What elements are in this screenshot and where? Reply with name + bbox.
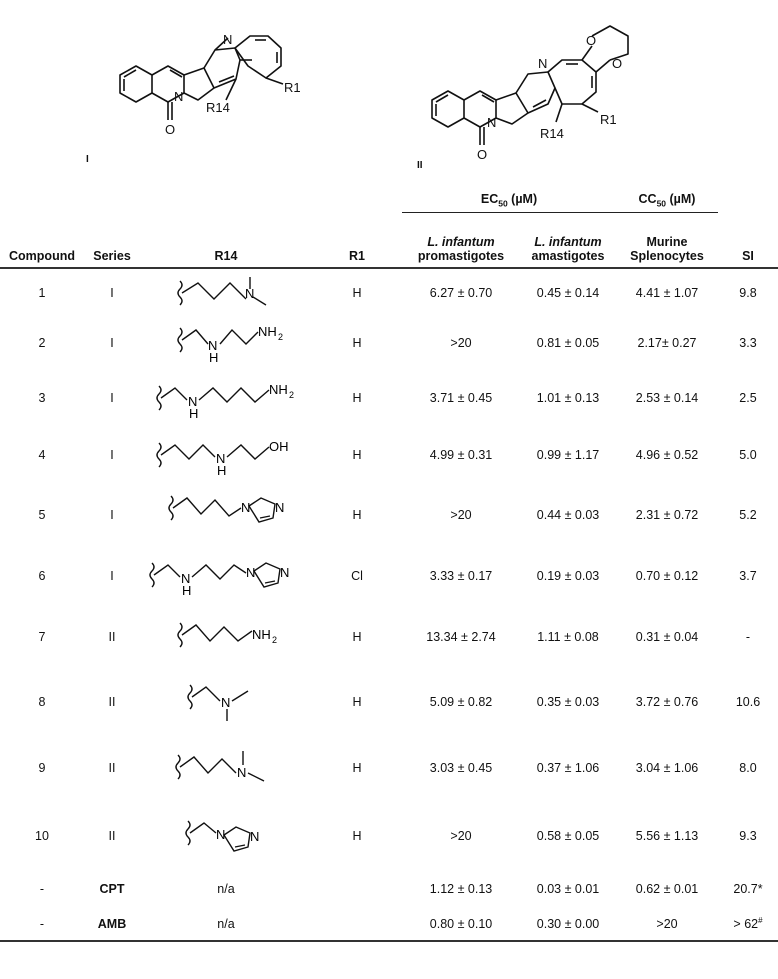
svg-text:H: H [182, 582, 192, 598]
scaffold-i-r1-label: R1 [284, 80, 301, 95]
r14-structure-6 [140, 546, 312, 605]
svg-text:2: 2 [278, 332, 284, 342]
r14-structure-1 [140, 268, 312, 317]
r14-structure-3 [140, 369, 312, 426]
cc50-group-header: $CC_{50}$ (µM) [616, 188, 718, 213]
activity-table [0, 188, 778, 942]
svg-text:N: N [188, 393, 198, 409]
scaffold-i-atom-o: O [165, 122, 176, 137]
table-row: 3 I N H NH 2 H 3.71 ± 0.45 1.01 ± 0.13 2.53 ± 0.14 2.5 [0, 369, 778, 426]
scaffold-i-atom-n2: N [174, 89, 184, 104]
svg-text:N: N [250, 829, 260, 844]
table-row: 7 II NH 2 H 13.34 ± 2.74 1.11 ± 0.08 0.31 ± 0.04 - [0, 605, 778, 669]
svg-text:N: N [237, 765, 247, 780]
r14-structure-7 [140, 605, 312, 669]
r14-structure-9 [140, 735, 312, 801]
svg-text:N: N [181, 570, 191, 586]
ec50-group-header: $EC_{50}$ (µM) [402, 188, 616, 213]
svg-text:H: H [217, 463, 227, 477]
col-si: SI [718, 213, 778, 269]
svg-text:2: 2 [272, 635, 278, 645]
table-row: 9 II N H 3.03 ± 0.45 0.37 ± 1.06 3.04 ± 1.06 8.0 [0, 735, 778, 801]
table-row: 10 II N N H >20 0.58 ± 0.05 5.56 ± 1.13 9.3 [0, 801, 778, 871]
scaffold-ii-atom-o2: O [586, 33, 597, 48]
table-row: 8 II N H 5.09 ± 0.82 0.35 ± 0.03 3.72 ± 0.76 10.6 [0, 669, 778, 735]
scaffold-i-r14-label: R14 [206, 100, 230, 115]
svg-text:H: H [209, 350, 219, 364]
r14-structure-8 [140, 669, 312, 735]
r14-structure-5 [140, 484, 312, 546]
scaffold-ii-atom-o3: O [612, 56, 623, 71]
svg-text:N: N [221, 695, 231, 710]
svg-text:H: H [189, 405, 199, 420]
r14-structure-10 [140, 801, 312, 871]
table-row: - AMB n/a 0.80 ± 0.10 0.30 ± 0.00 >20 > 62# [0, 907, 778, 941]
scaffold-structures [0, 0, 778, 185]
col-r14: R14 [140, 213, 312, 269]
col-compound: Compound [0, 213, 84, 269]
scaffold-ii-r1-label: R1 [600, 112, 617, 127]
scaffold-i-label: I [86, 154, 89, 165]
r14-structure-2 [140, 317, 312, 369]
svg-text:N: N [280, 564, 290, 580]
table-row: 1 I N H 6.27 ± 0.70 0.45 ± 0.14 4.41 ± 1.07 9.8 [0, 268, 778, 317]
svg-text:N: N [275, 500, 285, 515]
scaffold-ii-r14-label: R14 [540, 126, 564, 141]
svg-text:N: N [208, 338, 218, 353]
svg-text:NH: NH [258, 324, 277, 339]
svg-text:N: N [216, 827, 226, 842]
scaffold-ii-atom-o: O [477, 147, 488, 162]
svg-text:N: N [241, 500, 251, 515]
scaffold-i-atom-n1: N [223, 32, 233, 47]
col-series: Series [84, 213, 140, 269]
svg-text:N: N [246, 564, 256, 580]
table-row: 2 I N H NH 2 H >20 0.81 ± 0.05 2.17± 0.27 3.3 [0, 317, 778, 369]
scaffold-ii-structure [432, 26, 628, 145]
scaffold-ii-atom-n1: N [538, 56, 548, 71]
table-row: 5 I N N H >20 0.44 ± 0.03 2.31 ± 0.72 5.2 [0, 484, 778, 546]
table-row: 4 I N H OH H 4.99 ± 0.31 0.99 ± 1.17 4.96 ± 0.52 5.0 [0, 426, 778, 484]
svg-text:N: N [245, 286, 255, 301]
svg-text:NH: NH [269, 381, 288, 397]
svg-text:NH: NH [252, 627, 271, 642]
svg-text:2: 2 [289, 389, 295, 400]
scaffold-ii-atom-n2: N [487, 115, 497, 130]
svg-text:OH: OH [269, 439, 289, 454]
col-amastigotes: L. infantum amastigotes [520, 213, 616, 269]
col-splenocytes: Murine Splenocytes [616, 213, 718, 269]
svg-text:N: N [216, 451, 226, 466]
scaffold-ii-label: II [417, 160, 423, 171]
table-row: - CPT n/a 1.12 ± 0.13 0.03 ± 0.01 0.62 ± 0.01 20.7* [39, 882, 763, 896]
scaffold-i-structure [120, 36, 283, 120]
table-row: 6 I N H N N Cl 3.33 ± 0.17 0.19 ± 0.03 0.70 ± 0.12 3.7 [0, 546, 778, 605]
col-promastigotes: L. infantum promastigotes [402, 213, 520, 269]
r14-structure-4 [140, 426, 312, 484]
col-r1: R1 [312, 213, 402, 269]
